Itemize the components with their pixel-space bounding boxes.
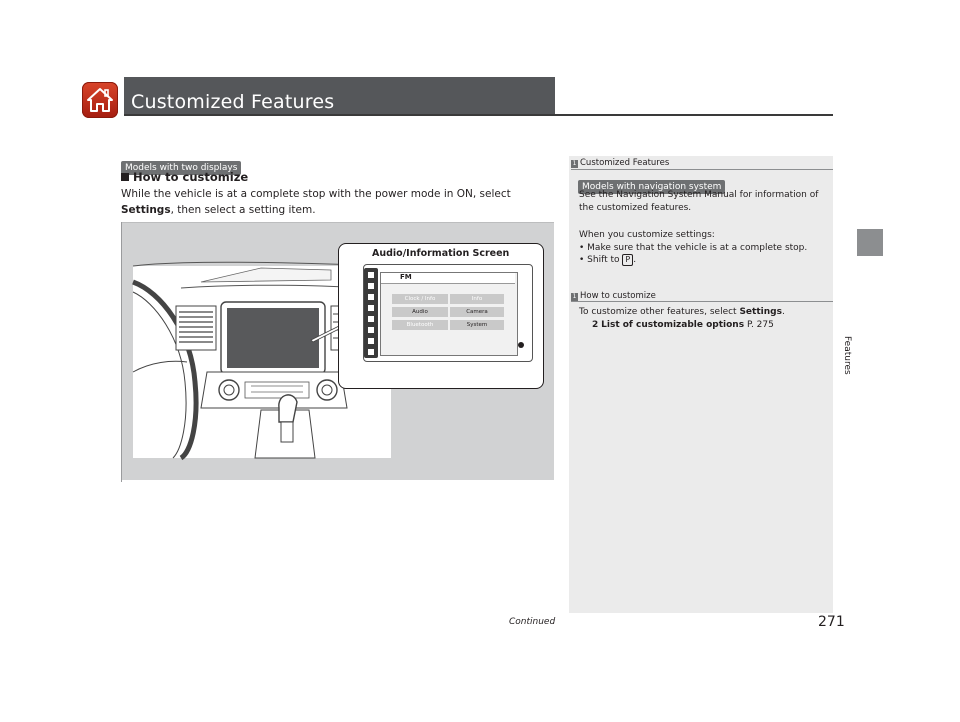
note-how-to-customize-title: 1 How to customize xyxy=(572,291,656,301)
callout-title: Audio/Information Screen xyxy=(372,248,510,259)
note-icon: 1 xyxy=(572,160,577,167)
screen-button-clock[interactable]: Clock / Info xyxy=(392,294,448,304)
screen-source-label: FM xyxy=(400,273,412,281)
home-icon xyxy=(82,82,118,118)
section-marker-icon xyxy=(121,173,129,181)
note-rule xyxy=(571,301,833,302)
page-title: Customized Features xyxy=(131,91,335,113)
note-rule xyxy=(571,169,833,170)
screen-button-info[interactable]: Info xyxy=(450,294,504,304)
screen-button-bluetooth[interactable]: Bluetooth xyxy=(392,320,448,330)
cross-reference-link[interactable]: 2 List of customizable options P. 275 xyxy=(592,320,774,330)
park-key-icon: P xyxy=(622,254,633,266)
screen-button-camera[interactable]: Camera xyxy=(450,307,504,317)
instruction-paragraph: While the vehicle is at a complete stop with the power mode in ON, select Settings, then select a setting item. xyxy=(121,188,511,216)
cross-reference-arrow-icon: 2 xyxy=(592,320,599,330)
nav-model-badge: Models with navigation system xyxy=(578,174,725,193)
notes-column xyxy=(569,156,833,613)
note-how-to-customize-text: To customize other features, select Settings. xyxy=(579,307,785,317)
continued-label: Continued xyxy=(509,617,556,627)
volume-knob-icon[interactable] xyxy=(518,342,524,348)
note-customized-features-list: When you customize settings: • Make sure that the vehicle is at a complete stop. • Shift to P . xyxy=(579,230,808,265)
page-number: 271 xyxy=(818,614,845,630)
note-icon: 1 xyxy=(572,293,577,300)
model-badge: Models with two displays xyxy=(121,155,241,174)
section-heading: How to customize xyxy=(121,170,248,184)
note-customized-features-title: 1 Customized Features xyxy=(572,158,670,168)
screen-button-audio[interactable]: Audio xyxy=(392,307,448,317)
chapter-tab[interactable] xyxy=(857,229,883,256)
title-rule xyxy=(124,114,833,116)
chapter-tab-label: Features xyxy=(842,336,852,375)
unit-button-icons xyxy=(364,268,378,358)
note-customized-features-text: See the Navigation System Manual for information of the customized features. xyxy=(579,190,819,213)
home-button[interactable] xyxy=(82,82,118,118)
screen-button-system[interactable]: System xyxy=(450,320,504,330)
